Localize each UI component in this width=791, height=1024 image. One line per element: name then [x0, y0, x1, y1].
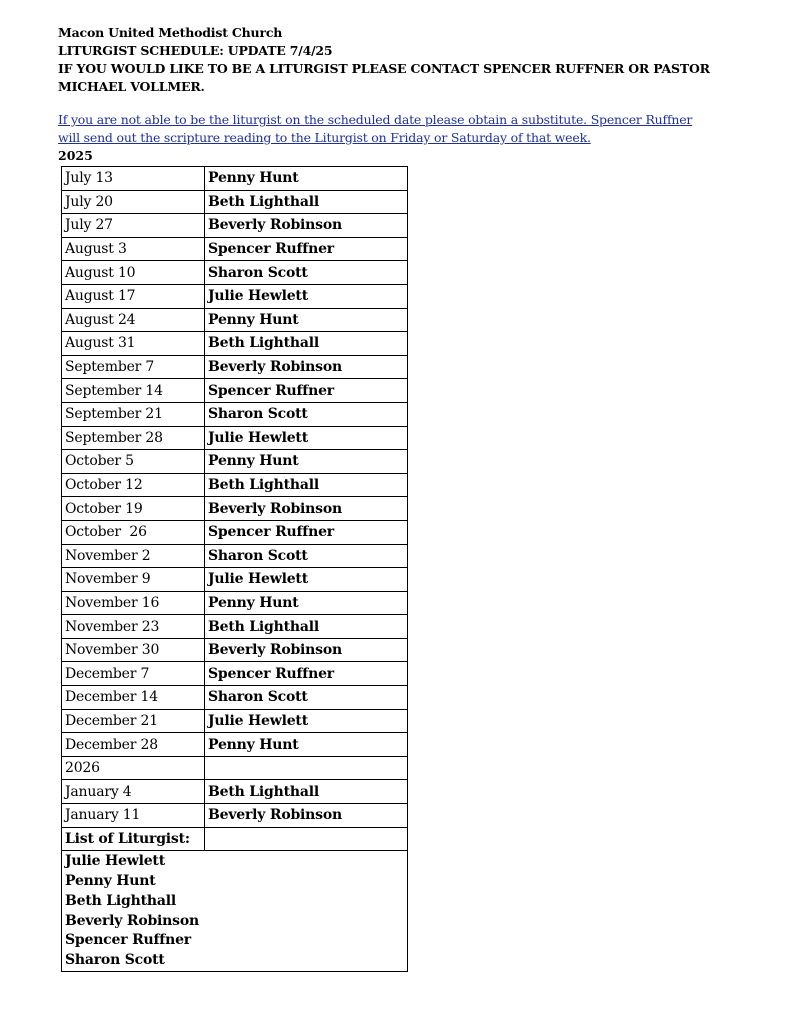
schedule-liturgist: Beth Lighthall [205, 190, 408, 214]
table-row [62, 402, 408, 426]
schedule-date: September 21 [62, 402, 205, 426]
schedule-liturgist: Beth Lighthall [205, 615, 408, 639]
table-row [62, 355, 408, 379]
table-row [62, 709, 408, 733]
table-row [62, 568, 408, 592]
table-row [62, 332, 408, 356]
schedule-date: October 26 [62, 520, 205, 544]
schedule-date: August 31 [62, 332, 205, 356]
empty-cell [205, 827, 408, 851]
year-heading-2025: 2025 [58, 148, 93, 163]
schedule-date: December 7 [62, 662, 205, 686]
schedule-body [62, 167, 408, 972]
schedule-date: January 4 [62, 780, 205, 804]
schedule-liturgist: Beverly Robinson [205, 214, 408, 238]
table-row [62, 520, 408, 544]
roster-name: Beth Lighthall [65, 892, 176, 909]
schedule-date: August 24 [62, 308, 205, 332]
schedule-liturgist: Spencer Ruffner [205, 662, 408, 686]
schedule-date: August 3 [62, 237, 205, 261]
year-row-2026 [62, 756, 408, 780]
table-row [62, 662, 408, 686]
table-row [62, 544, 408, 568]
schedule-date: September 28 [62, 426, 205, 450]
table-row [62, 497, 408, 521]
table-row [62, 733, 408, 757]
schedule-liturgist: Julie Hewlett [205, 284, 408, 308]
schedule-liturgist: Spencer Ruffner [205, 237, 408, 261]
liturgist-roster-row [62, 851, 408, 972]
table-row [62, 450, 408, 474]
schedule-date: July 27 [62, 214, 205, 238]
schedule-liturgist: Beth Lighthall [205, 332, 408, 356]
schedule-liturgist: Penny Hunt [205, 308, 408, 332]
schedule-liturgist: Beverly Robinson [205, 804, 408, 828]
table-row [62, 473, 408, 497]
table-row [62, 261, 408, 285]
table-row [62, 214, 408, 238]
schedule-date: November 2 [62, 544, 205, 568]
schedule-date: October 19 [62, 497, 205, 521]
roster-name: Sharon Scott [65, 952, 165, 969]
schedule-liturgist: Beth Lighthall [205, 780, 408, 804]
table-row [62, 686, 408, 710]
schedule-liturgist: Beverly Robinson [205, 497, 408, 521]
schedule-liturgist: Beth Lighthall [205, 473, 408, 497]
table-row [62, 190, 408, 214]
schedule-date: August 17 [62, 284, 205, 308]
year-label-2026: 2026 [62, 756, 205, 780]
schedule-liturgist: Sharon Scott [205, 402, 408, 426]
schedule-liturgist: Sharon Scott [205, 686, 408, 710]
contact-notice-line1: IF YOU WOULD LIKE TO BE A LITURGIST PLEASE CONTACT SPENCER RUFFNER OR PASTOR [58, 61, 710, 76]
schedule-date: July 13 [62, 167, 205, 191]
contact-notice-line2: MICHAEL VOLLMER. [58, 79, 205, 94]
schedule-date: November 9 [62, 568, 205, 592]
schedule-liturgist: Beverly Robinson [205, 355, 408, 379]
empty-cell [205, 756, 408, 780]
table-row [62, 638, 408, 662]
schedule-liturgist: Spencer Ruffner [205, 520, 408, 544]
schedule-date: September 7 [62, 355, 205, 379]
schedule-liturgist: Julie Hewlett [205, 568, 408, 592]
schedule-date: November 23 [62, 615, 205, 639]
church-name: Macon United Methodist Church [58, 25, 283, 40]
schedule-liturgist: Sharon Scott [205, 544, 408, 568]
schedule-liturgist: Penny Hunt [205, 733, 408, 757]
table-row [62, 615, 408, 639]
table-row [62, 308, 408, 332]
substitute-note [58, 111, 758, 147]
table-row [62, 379, 408, 403]
roster-name: Spencer Ruffner [65, 932, 191, 949]
schedule-liturgist: Beverly Robinson [205, 638, 408, 662]
table-row [62, 284, 408, 308]
schedule-date: November 30 [62, 638, 205, 662]
liturgist-list-header-row [62, 827, 408, 851]
schedule-date: August 10 [62, 261, 205, 285]
roster-name: Julie Hewlett [65, 853, 165, 870]
table-row [62, 237, 408, 261]
schedule-date: September 14 [62, 379, 205, 403]
roster-name: Penny Hunt [65, 873, 156, 890]
liturgist-roster [62, 851, 408, 972]
roster-name: Beverly Robinson [65, 912, 199, 929]
schedule-liturgist: Penny Hunt [205, 450, 408, 474]
document-header [58, 24, 758, 96]
table-row [62, 780, 408, 804]
schedule-date: October 12 [62, 473, 205, 497]
table-row [62, 426, 408, 450]
schedule-date: January 11 [62, 804, 205, 828]
liturgist-schedule-table [61, 166, 408, 972]
schedule-liturgist: Sharon Scott [205, 261, 408, 285]
liturgist-list-label: List of Liturgist: [62, 827, 205, 851]
substitute-note-line1: If you are not able to be the liturgist on the scheduled date please obtain a substitute. Spencer Ruffner [58, 112, 693, 127]
schedule-date: December 21 [62, 709, 205, 733]
schedule-liturgist: Julie Hewlett [205, 426, 408, 450]
schedule-date: December 14 [62, 686, 205, 710]
substitute-note-line2: will send out the scripture reading to the Liturgist on Friday or Saturday of that week. [58, 130, 591, 145]
table-row [62, 591, 408, 615]
schedule-date: December 28 [62, 733, 205, 757]
schedule-liturgist: Penny Hunt [205, 167, 408, 191]
table-row [62, 167, 408, 191]
schedule-liturgist: Julie Hewlett [205, 709, 408, 733]
schedule-date: November 16 [62, 591, 205, 615]
schedule-liturgist: Spencer Ruffner [205, 379, 408, 403]
table-row [62, 804, 408, 828]
schedule-date: October 5 [62, 450, 205, 474]
schedule-liturgist: Penny Hunt [205, 591, 408, 615]
schedule-date: July 20 [62, 190, 205, 214]
schedule-title: LITURGIST SCHEDULE: UPDATE 7/4/25 [58, 43, 333, 58]
